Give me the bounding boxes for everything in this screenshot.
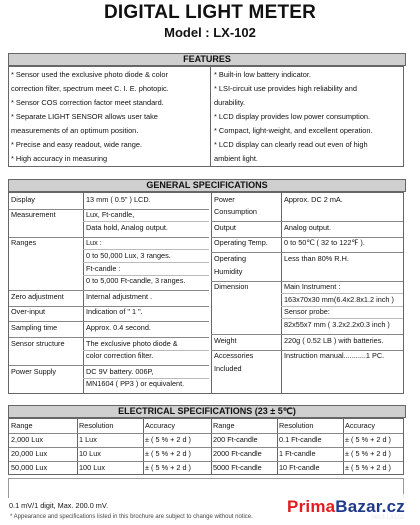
spec-label: Consumption xyxy=(214,207,257,217)
row-divider xyxy=(9,433,403,434)
feature-item: * LCD display provides low power consumption. xyxy=(214,112,371,121)
column-header: Accuracy xyxy=(345,421,376,430)
spec-label: Accessories xyxy=(214,351,254,361)
features-divider xyxy=(210,67,211,166)
table-cell: ± ( 5 % + 2 d ) xyxy=(345,449,391,458)
feature-item: * Compact, light-weight, and excellent operation. xyxy=(214,126,373,135)
feature-item: * Sensor used the exclusive photo diode & color xyxy=(11,70,168,79)
column-divider xyxy=(211,193,212,393)
footer-disclaimer: * Appearance and specifications listed in this brochure are subject to change without notice. xyxy=(10,514,253,520)
general-specs-table xyxy=(8,192,404,394)
feature-item: * Precise and easy readout, wide range. xyxy=(11,140,143,149)
column-header: Resolution xyxy=(79,421,114,430)
table-cell: 20,000 Lux xyxy=(11,449,48,458)
table-cell: ± ( 5 % + 2 d ) xyxy=(145,463,191,472)
table-cell: 5000 Ft-candle xyxy=(213,463,262,472)
feature-item: measurements of an optimum position. xyxy=(11,126,139,135)
inner-divider xyxy=(281,306,403,307)
page-title: DIGITAL LIGHT METER xyxy=(103,2,317,23)
spec-value: 163x70x30 mm(6.4x2.8x1.2 inch ) xyxy=(284,294,394,304)
spec-label: Ranges xyxy=(11,238,37,248)
column-divider xyxy=(83,193,84,393)
spec-value: DC 9V battery. 006P, xyxy=(86,366,154,376)
watermark-part-2: Bazar xyxy=(335,497,382,516)
table-cell: ± ( 5 % + 2 d ) xyxy=(345,435,391,444)
spec-value: Ft-candle : xyxy=(86,263,121,273)
inner-divider xyxy=(83,350,209,351)
spec-label: Operating Temp. xyxy=(214,238,268,248)
electrical-specs-table xyxy=(8,418,404,475)
inner-divider xyxy=(83,249,209,250)
inner-divider xyxy=(281,293,403,294)
spec-value: The exclusive photo diode & xyxy=(86,338,178,348)
watermark-part-3: .cz xyxy=(381,497,405,516)
table-cell: ± ( 5 % + 2 d ) xyxy=(345,463,391,472)
table-cell: 1 Ft-candle xyxy=(279,449,316,458)
table-cell: 10 Ft-candle xyxy=(279,463,320,472)
watermark-part-1: Prima xyxy=(287,497,336,516)
spec-label: Sensor structure xyxy=(11,338,65,348)
table-cell: 200 Ft-candle xyxy=(213,435,258,444)
spec-label: Over-input xyxy=(11,307,46,317)
column-header: Range xyxy=(213,421,235,430)
general-specs-heading: GENERAL SPECIFICATIONS xyxy=(8,179,406,192)
table-cell: 0.1 Ft-candle xyxy=(279,435,322,444)
feature-item: * LCD display can clearly read out even of high xyxy=(214,140,368,149)
spec-label: Dimension xyxy=(214,282,249,292)
table-cell: ± ( 5 % + 2 d ) xyxy=(145,435,191,444)
spec-value: 0 to 50,000 Lux, 3 ranges. xyxy=(86,250,171,260)
feature-item: * Sensor COS correction factor meet standard. xyxy=(11,98,164,107)
table-cell: 2,000 Lux xyxy=(11,435,44,444)
inner-divider xyxy=(83,378,209,379)
spec-value: 0 to 5,000 Ft-candle, 3 ranges. xyxy=(86,276,186,286)
table-cell: ± ( 5 % + 2 d ) xyxy=(145,449,191,458)
table-cell: 10 Lux xyxy=(79,449,101,458)
feature-item: * High accuracy in measuring xyxy=(11,154,108,163)
spec-value: Lux, Ft-candle, xyxy=(86,210,135,220)
inner-divider xyxy=(83,221,209,222)
spec-label: Zero adjustment xyxy=(11,291,64,301)
column-header: Range xyxy=(11,421,33,430)
feature-item: correction filter, spectrum meet C. I. E. photopic. xyxy=(11,84,169,93)
row-divider xyxy=(9,237,209,238)
spec-label: Humidity xyxy=(214,266,243,276)
spec-value: Instruction manual...........1 PC. xyxy=(284,351,385,361)
spec-value: Lux : xyxy=(86,238,102,248)
table-cell: 50,000 Lux xyxy=(11,463,48,472)
spec-value: Less than 80% R.H. xyxy=(284,253,349,263)
row-divider xyxy=(9,447,403,448)
model-label: Model : LX-102 xyxy=(164,25,256,40)
column-header: Accuracy xyxy=(145,421,176,430)
table-cell: 2000 Ft-candle xyxy=(213,449,262,458)
feature-item: * Built-in low battery indicator. xyxy=(214,70,311,79)
spec-label: Output xyxy=(214,222,236,232)
spec-value: 0 to 50℃ ( 32 to 122℉ ). xyxy=(284,238,365,248)
spec-label: Power Supply xyxy=(11,366,57,376)
spec-label: Weight xyxy=(214,335,237,345)
inner-divider xyxy=(83,262,209,263)
spec-label: Sampling time xyxy=(11,322,58,332)
spec-value: Approx. 0.4 second. xyxy=(86,322,151,332)
feature-item: * Separate LIGHT SENSOR allows user take xyxy=(11,112,158,121)
spec-label: Operating xyxy=(214,253,247,263)
spec-value: MN1604 ( PP3 ) or equivalent. xyxy=(86,379,185,389)
feature-item: ambient light. xyxy=(214,154,258,163)
spec-label: Measurement xyxy=(11,210,56,220)
table-cell: 100 Lux xyxy=(79,463,105,472)
features-heading: FEATURES xyxy=(8,53,406,66)
table-cell: 1 Lux xyxy=(79,435,97,444)
spec-value: Internal adjustment . xyxy=(86,291,153,301)
spec-label: Power xyxy=(214,194,235,204)
inner-divider xyxy=(281,318,403,319)
spec-label: Display xyxy=(11,194,35,204)
spec-value: 13 mm ( 0.5" ) LCD. xyxy=(86,194,151,204)
spec-value: Sensor probe: xyxy=(284,307,330,317)
feature-item: * LSI-circuit use provides high reliability and xyxy=(214,84,357,93)
spec-value: color correction filter. xyxy=(86,351,154,361)
spec-value: 82x55x7 mm ( 3.2x2.2x0.3 inch ) xyxy=(284,319,390,329)
column-header: Resolution xyxy=(279,421,314,430)
spec-value: Approx. DC 2 mA. xyxy=(284,194,343,204)
spec-value: Indication of " 1 ". xyxy=(86,307,143,317)
spec-value: Main Instrument : xyxy=(284,282,341,292)
row-divider xyxy=(9,461,403,462)
footer-note: 0.1 mV/1 digit, Max. 200.0 mV. xyxy=(9,501,109,510)
electrical-specs-heading: ELECTRICAL SPECIFICATIONS (23 ± 5℃) xyxy=(8,405,406,418)
spec-label: Included xyxy=(214,363,242,373)
spec-value: Analog output. xyxy=(284,222,332,232)
watermark-logo xyxy=(276,494,416,519)
features-box xyxy=(8,66,404,167)
spec-value: Data hold, Analog output. xyxy=(86,222,168,232)
spec-value: 220g ( 0.52 LB ) with batteries. xyxy=(284,335,384,345)
feature-item: durability. xyxy=(214,98,246,107)
inner-divider xyxy=(83,275,209,276)
